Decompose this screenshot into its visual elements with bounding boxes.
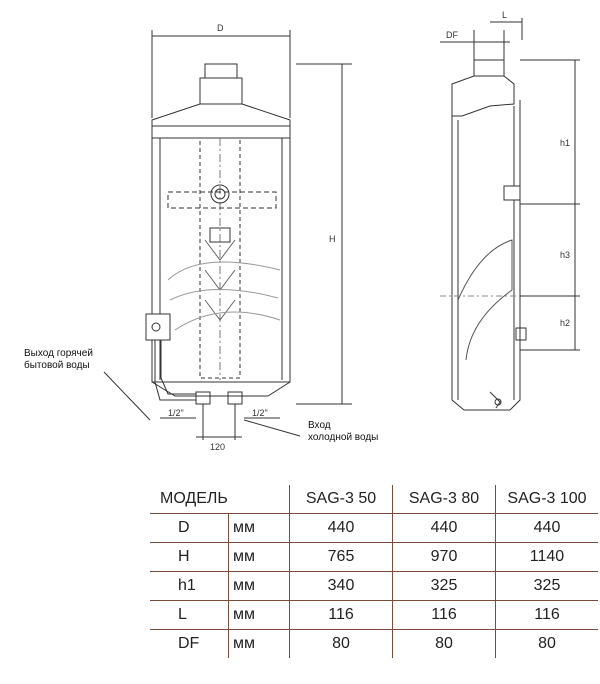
row-value: 340	[290, 572, 393, 601]
model-header: МОДЕЛЬ	[150, 485, 290, 514]
row-unit: мм	[229, 514, 290, 543]
row-value: 80	[290, 630, 393, 659]
row-unit: мм	[229, 630, 290, 659]
hot-water-line2: бытовой воды	[24, 360, 90, 371]
dim-H: H	[329, 234, 336, 244]
table-row	[150, 543, 598, 572]
cold-water-line1: Вход	[308, 420, 331, 431]
table-row	[150, 630, 598, 659]
row-param: h1	[150, 572, 229, 601]
dim-DF: DF	[446, 30, 458, 40]
dim-spacing: 120	[210, 442, 226, 452]
dim-D: D	[217, 23, 224, 33]
table-header-row	[150, 485, 598, 514]
hot-water-line1: Выход горячей	[24, 348, 93, 359]
dim-L: L	[502, 10, 508, 20]
row-value: 116	[496, 601, 599, 630]
front-view	[104, 30, 352, 440]
row-value: 116	[393, 601, 496, 630]
row-value: 1140	[496, 543, 599, 572]
row-value: 325	[496, 572, 599, 601]
cold-water-inlet-label	[308, 420, 378, 444]
table-row	[150, 514, 598, 543]
dim-pipe-left: 1/2"	[168, 408, 184, 418]
row-param: D	[150, 514, 229, 543]
row-value: 116	[290, 601, 393, 630]
row-value: 80	[393, 630, 496, 659]
row-unit: мм	[229, 543, 290, 572]
side-view	[440, 18, 580, 410]
row-value: 440	[290, 514, 393, 543]
dim-pipe-right: 1/2"	[252, 408, 268, 418]
dim-h1: h1	[560, 138, 571, 148]
dim-h3: h3	[560, 250, 571, 260]
row-param: H	[150, 543, 229, 572]
row-unit: мм	[229, 572, 290, 601]
row-value: 970	[393, 543, 496, 572]
row-unit: мм	[229, 601, 290, 630]
row-param: DF	[150, 630, 229, 659]
row-value: 765	[290, 543, 393, 572]
row-param: L	[150, 601, 229, 630]
table-row	[150, 572, 598, 601]
row-value: 440	[393, 514, 496, 543]
model-col-2: SAG-3 80	[393, 485, 496, 514]
dim-h2: h2	[560, 318, 571, 328]
spec-table	[150, 485, 598, 658]
table-row	[150, 601, 598, 630]
row-value: 325	[393, 572, 496, 601]
row-value: 440	[496, 514, 599, 543]
model-col-3: SAG-3 100	[496, 485, 599, 514]
row-value: 80	[496, 630, 599, 659]
model-col-1: SAG-3 50	[290, 485, 393, 514]
cold-water-line2: холодной воды	[308, 432, 379, 443]
hot-water-outlet-label	[24, 348, 93, 372]
